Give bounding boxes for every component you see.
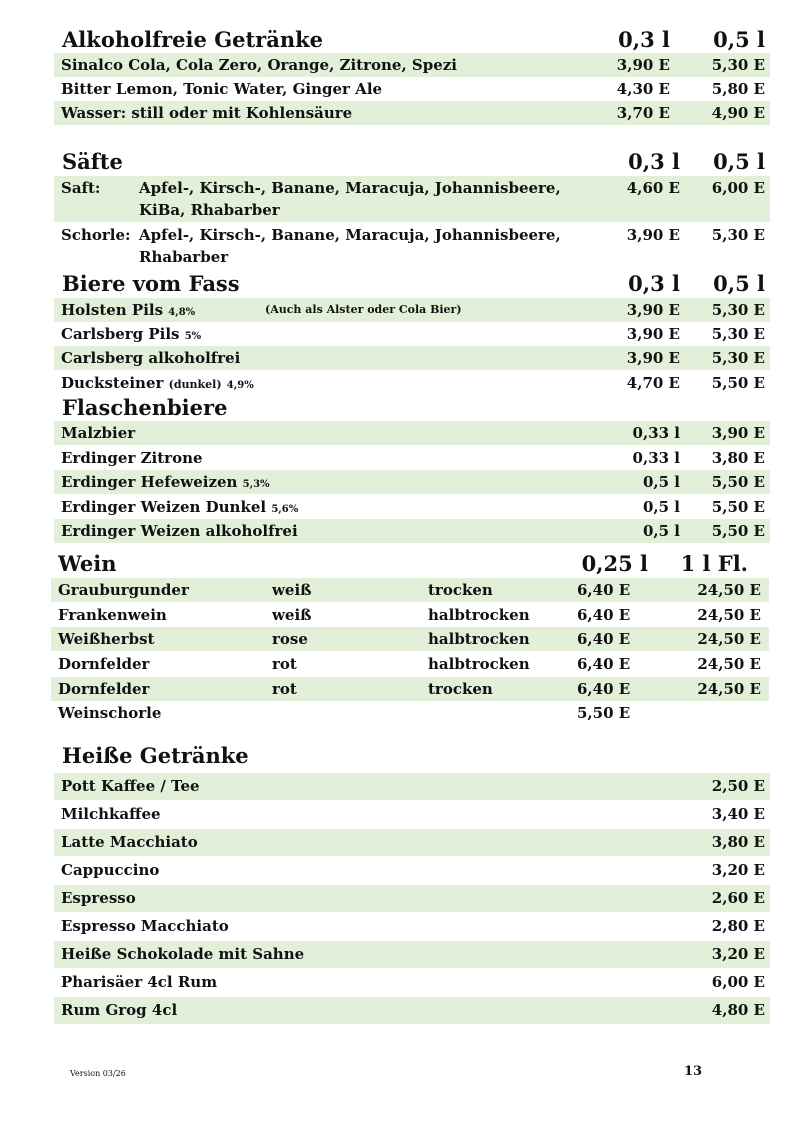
item-price: 3,20 E	[711, 861, 765, 879]
item-name: Ducksteiner	[61, 374, 164, 392]
wine-taste: trocken	[428, 680, 493, 698]
wine-name: Dornfelder	[58, 680, 150, 698]
wine-color: rot	[272, 655, 297, 673]
item-price: 5,50 E	[711, 522, 765, 540]
wine-taste: trocken	[428, 581, 493, 599]
item-name: Holsten Pils	[61, 301, 164, 319]
item-price-large: 5,50 E	[711, 374, 765, 392]
item-alcohol: 4,8%	[168, 307, 196, 318]
item-label: Saft:	[61, 179, 101, 197]
col-header-0-5: 0,5 l	[713, 149, 765, 174]
item-name: Milchkaffee	[61, 805, 161, 823]
item-name-line2: Rhabarber	[139, 248, 229, 266]
item-price: 5,50 E	[711, 473, 765, 491]
item-name: Sinalco Cola, Cola Zero, Orange, Zitrone, Spezi	[61, 56, 457, 74]
item-name-line1: Apfel-, Kirsch-, Banane, Maracuja, Johannisbeere,	[139, 179, 561, 197]
menu-row	[54, 346, 770, 370]
item-name-line2: KiBa, Rhabarber	[139, 201, 280, 219]
section-title-wein: Wein	[58, 551, 117, 576]
item-name: Carlsberg Pils	[61, 325, 180, 343]
item-price-small: 4,60 E	[626, 179, 680, 197]
item-price-large: 5,30 E	[711, 301, 765, 319]
section-title-flaschen: Flaschenbiere	[62, 395, 228, 420]
item-alcohol: 5,3%	[242, 479, 270, 490]
item-price: 4,80 E	[711, 1001, 765, 1019]
wine-color: rose	[272, 630, 308, 648]
item-name: Malzbier	[61, 424, 136, 442]
menu-row	[54, 53, 770, 77]
item-name: Heiße Schokolade mit Sahne	[61, 945, 305, 963]
menu-row	[54, 829, 770, 856]
menu-row	[54, 446, 770, 470]
wine-price-glass: 6,40 E	[577, 630, 631, 648]
item-price: 3,40 E	[711, 805, 765, 823]
wine-price-bottle: 24,50 E	[697, 630, 761, 648]
item-name: Pharisäer 4cl Rum	[61, 973, 218, 991]
item-price-small: 3,90 E	[626, 349, 680, 367]
item-price-large: 6,00 E	[711, 179, 765, 197]
item-name: Rum Grog 4cl	[61, 1001, 178, 1019]
item-price-large: 5,30 E	[711, 56, 765, 74]
page-number: 13	[684, 1064, 703, 1079]
menu-row	[51, 627, 769, 651]
col-header-0-5: 0,5 l	[713, 27, 765, 52]
menu-row	[54, 801, 770, 828]
menu-row	[54, 997, 770, 1024]
menu-row	[54, 421, 770, 445]
item-price: 6,00 E	[711, 973, 765, 991]
item-size: 0,5 l	[642, 473, 680, 491]
item-name: Espresso Macchiato	[61, 917, 229, 935]
wine-color: weiß	[272, 606, 312, 624]
menu-row	[54, 371, 770, 395]
item-price: 2,50 E	[711, 777, 765, 795]
menu-row	[54, 773, 770, 800]
item-price-small: 3,70 E	[616, 104, 670, 122]
wine-price-glass: 5,50 E	[577, 704, 631, 722]
menu-row	[54, 913, 770, 940]
menu-row	[51, 701, 769, 725]
wine-price-glass: 6,40 E	[577, 680, 631, 698]
item-name: Carlsberg alkoholfrei	[61, 349, 241, 367]
col-header-1l: 1 l Fl.	[680, 551, 748, 576]
item-price-small: 3,90 E	[626, 325, 680, 343]
item-price-large: 4,90 E	[711, 104, 765, 122]
col-header-0-3: 0,3 l	[618, 27, 670, 52]
item-name: Latte Macchiato	[61, 833, 198, 851]
menu-row	[54, 77, 770, 101]
section-title-heiss: Heiße Getränke	[62, 743, 249, 768]
menu-row	[51, 578, 769, 602]
wine-taste: halbtrocken	[428, 655, 530, 673]
menu-row	[54, 885, 770, 912]
item-price-small: 3,90 E	[626, 226, 680, 244]
item-price: 5,50 E	[711, 498, 765, 516]
item-price: 3,90 E	[711, 424, 765, 442]
menu-row	[54, 519, 770, 543]
menu-row	[54, 322, 770, 346]
menu-row	[51, 677, 769, 701]
section-title-alkoholfrei: Alkoholfreie Getränke	[62, 27, 324, 52]
wine-price-glass: 6,40 E	[577, 655, 631, 673]
menu-row	[54, 470, 770, 494]
col-header-0-5: 0,5 l	[713, 271, 765, 296]
item-size: 0,33 l	[632, 449, 680, 467]
wine-name: Weinschorle	[58, 704, 162, 722]
item-size: 0,33 l	[632, 424, 680, 442]
item-alcohol: 4,9%	[226, 380, 254, 391]
item-name: Erdinger Weizen Dunkel	[61, 498, 267, 516]
menu-row	[54, 969, 770, 996]
item-price-large: 5,30 E	[711, 325, 765, 343]
menu-row	[51, 603, 769, 627]
item-price: 2,80 E	[711, 917, 765, 935]
item-name: Pott Kaffee / Tee	[61, 777, 200, 795]
item-name: Espresso	[61, 889, 136, 907]
wine-name: Frankenwein	[58, 606, 167, 624]
item-name: Erdinger Zitrone	[61, 449, 203, 467]
menu-row	[54, 495, 770, 519]
item-name: Erdinger Hefeweizen	[61, 473, 238, 491]
col-header-0-25: 0,25 l	[581, 551, 648, 576]
item-note: (Auch als Alster oder Cola Bier)	[265, 303, 462, 316]
col-header-0-3: 0,3 l	[628, 271, 680, 296]
item-alcohol: 5%	[184, 331, 202, 342]
item-price-large: 5,30 E	[711, 349, 765, 367]
item-price-small: 4,70 E	[626, 374, 680, 392]
item-extra: (dunkel)	[168, 378, 222, 391]
item-size: 0,5 l	[642, 498, 680, 516]
version-label: Version 03/26	[70, 1069, 126, 1078]
item-price-small: 3,90 E	[626, 301, 680, 319]
wine-name: Grauburgunder	[58, 581, 189, 599]
item-price: 3,80 E	[711, 833, 765, 851]
col-header-0-3: 0,3 l	[628, 149, 680, 174]
item-size: 0,5 l	[642, 522, 680, 540]
wine-price-glass: 6,40 E	[577, 581, 631, 599]
wine-taste: halbtrocken	[428, 606, 530, 624]
wine-price-bottle: 24,50 E	[697, 606, 761, 624]
item-name: Wasser: still oder mit Kohlensäure	[61, 104, 353, 122]
wine-price-bottle: 24,50 E	[697, 680, 761, 698]
item-price: 3,20 E	[711, 945, 765, 963]
item-label: Schorle:	[61, 226, 131, 244]
menu-row	[54, 298, 770, 322]
item-price: 2,60 E	[711, 889, 765, 907]
menu-row	[54, 941, 770, 968]
menu-row	[51, 652, 769, 676]
wine-color: rot	[272, 680, 297, 698]
item-name: Erdinger Weizen alkoholfrei	[61, 522, 298, 540]
wine-price-bottle: 24,50 E	[697, 655, 761, 673]
item-name: Bitter Lemon, Tonic Water, Ginger Ale	[61, 80, 383, 98]
item-name-line1: Apfel-, Kirsch-, Banane, Maracuja, Johannisbeere,	[139, 226, 561, 244]
item-alcohol: 5,6%	[271, 504, 299, 515]
wine-price-glass: 6,40 E	[577, 606, 631, 624]
item-price-large: 5,80 E	[711, 80, 765, 98]
item-price-large: 5,30 E	[711, 226, 765, 244]
wine-name: Weißherbst	[58, 630, 155, 648]
section-title-saefte: Säfte	[62, 149, 123, 174]
item-price: 3,80 E	[711, 449, 765, 467]
menu-row	[54, 857, 770, 884]
wine-name: Dornfelder	[58, 655, 150, 673]
item-name: Cappuccino	[61, 861, 160, 879]
wine-taste: halbtrocken	[428, 630, 530, 648]
menu-row	[54, 101, 770, 125]
item-price-small: 3,90 E	[616, 56, 670, 74]
wine-price-bottle: 24,50 E	[697, 581, 761, 599]
section-title-fass: Biere vom Fass	[62, 271, 240, 296]
menu-row	[54, 176, 770, 222]
wine-color: weiß	[272, 581, 312, 599]
menu-row	[54, 223, 770, 269]
item-price-small: 4,30 E	[616, 80, 670, 98]
